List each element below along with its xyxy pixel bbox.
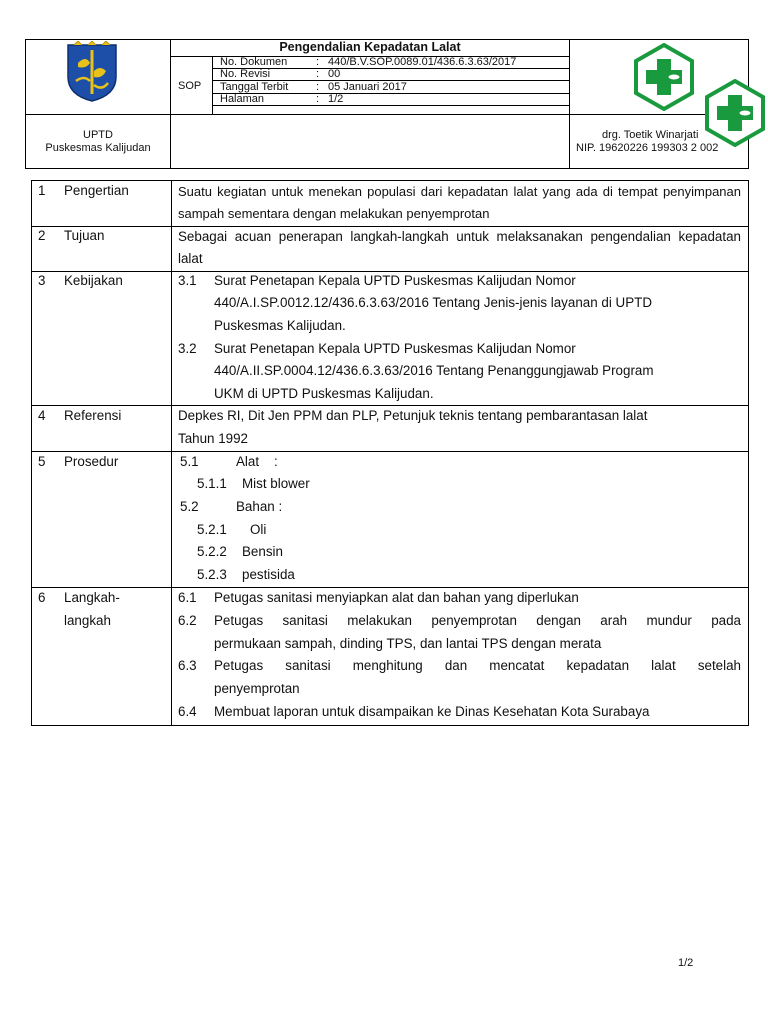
meta-label: Tanggal Terbit xyxy=(220,81,289,93)
step-text: Membuat laporan untuk disampaikan ke Dinas Kesehatan Kota Surabaya xyxy=(214,704,650,719)
row-number: 2 xyxy=(38,228,46,243)
procedure-item-number: 5.2 xyxy=(180,499,199,514)
row-number: 3 xyxy=(38,273,46,288)
row-label: Langkah- xyxy=(64,590,120,605)
procedure-item-number: 5.2.3 xyxy=(197,567,227,582)
row-label: Tujuan xyxy=(64,228,105,243)
meta-value: 00 xyxy=(328,68,341,80)
definition-text: Suatu kegiatan untuk menekan populasi dari kepadatan lalat yang ada di tempat penyimpanan sampah sementara dengan melakukan penyemprotan xyxy=(178,184,741,221)
step-text: penyemprotan xyxy=(214,681,300,696)
procedure-item-text: Bahan : xyxy=(236,499,283,514)
step-number: 6.1 xyxy=(178,590,197,605)
procedure-item-text: Mist blower xyxy=(242,476,310,491)
puskesmas-logo xyxy=(701,79,768,147)
procedure-item-text: Alat : xyxy=(236,454,278,469)
procedure-item-text: Oli xyxy=(250,522,267,537)
policy-item-line: Surat Penetapan Kepala UPTD Puskesmas Kalijudan Nomor xyxy=(214,341,576,356)
row-label: Kebijakan xyxy=(64,273,123,288)
policy-item-line: UKM di UPTD Puskesmas Kalijudan. xyxy=(214,386,434,401)
meta-separator: : xyxy=(316,81,320,93)
row-number: 1 xyxy=(38,183,46,198)
policy-item-line: Surat Penetapan Kepala UPTD Puskesmas Kalijudan Nomor xyxy=(214,273,576,288)
step-number: 6.3 xyxy=(178,658,197,673)
policy-item-number: 3.1 xyxy=(178,273,197,288)
policy-item-line: Puskesmas Kalijudan. xyxy=(214,318,346,333)
sop-label: SOP xyxy=(178,80,202,92)
policy-item-line: 440/A.I.SP.0012.12/436.6.3.63/2016 Tentang Jenis-jenis layanan di UPTD xyxy=(214,295,652,310)
procedure-item-text: Bensin xyxy=(242,544,283,559)
procedure-item-text: pestisida xyxy=(242,567,295,582)
meta-value: 05 Januari 2017 xyxy=(328,81,407,93)
row-number: 4 xyxy=(38,408,46,423)
step-number: 6.4 xyxy=(178,704,197,719)
city-emblem-logo xyxy=(64,41,120,103)
meta-label: No. Revisi xyxy=(220,68,271,80)
step-text: Petugas sanitasi menyiapkan alat dan bahan yang diperlukan xyxy=(214,590,579,605)
row-label: Pengertian xyxy=(64,183,129,198)
policy-item-number: 3.2 xyxy=(178,341,197,356)
signer-nip: NIP. 19620226 199303 2 002 xyxy=(576,142,719,154)
procedure-item-number: 5.1 xyxy=(180,454,199,469)
objective-text: Sebagai acuan penerapan langkah-langkah untuk melaksanakan pengendalian kepadatan lalat xyxy=(178,229,741,266)
procedure-item-number: 5.1.1 xyxy=(197,476,227,491)
policy-item-line: 440/A.II.SP.0004.12/436.6.3.63/2016 Tentang Penanggungjawab Program xyxy=(214,363,654,378)
meta-separator: : xyxy=(316,68,320,80)
row-number: 6 xyxy=(38,590,46,605)
meta-label: No. Dokumen xyxy=(220,56,288,68)
step-text: Petugas sanitasi melakukan penyemprotan dengan arah mundur pada xyxy=(214,613,741,628)
meta-value: 440/B.V.SOP.0089.01/436.6.3.63/2017 xyxy=(328,56,517,68)
meta-label: Halaman xyxy=(220,93,265,105)
reference-line: Depkes RI, Dit Jen PPM dan PLP, Petunjuk teknis tentang pembarantasan lalat xyxy=(178,408,648,423)
org-name-line2: Puskesmas Kalijudan xyxy=(45,142,151,154)
reference-line: Tahun 1992 xyxy=(178,431,248,446)
row-label: Referensi xyxy=(64,408,122,423)
page-number: 1/2 xyxy=(678,957,694,969)
meta-separator: : xyxy=(316,93,320,105)
procedure-item-number: 5.2.2 xyxy=(197,544,227,559)
meta-separator: : xyxy=(316,56,320,68)
puskesmas-logo xyxy=(630,43,698,111)
org-name-line1: UPTD xyxy=(83,129,113,141)
row-label: Prosedur xyxy=(64,454,119,469)
meta-value: 1/2 xyxy=(328,93,344,105)
row-number: 5 xyxy=(38,454,46,469)
signer-name: drg. Toetik Winarjati xyxy=(602,129,699,141)
document-title: Pengendalian Kepadatan Lalat xyxy=(279,40,461,54)
row-label: langkah xyxy=(64,613,111,628)
step-number: 6.2 xyxy=(178,613,197,628)
step-text: Petugas sanitasi menghitung dan mencatat kepadatan lalat setelah xyxy=(214,658,741,673)
procedure-item-number: 5.2.1 xyxy=(197,522,227,537)
step-text: permukaan sampah, dinding TPS, dan lantai TPS dengan merata xyxy=(214,636,602,651)
